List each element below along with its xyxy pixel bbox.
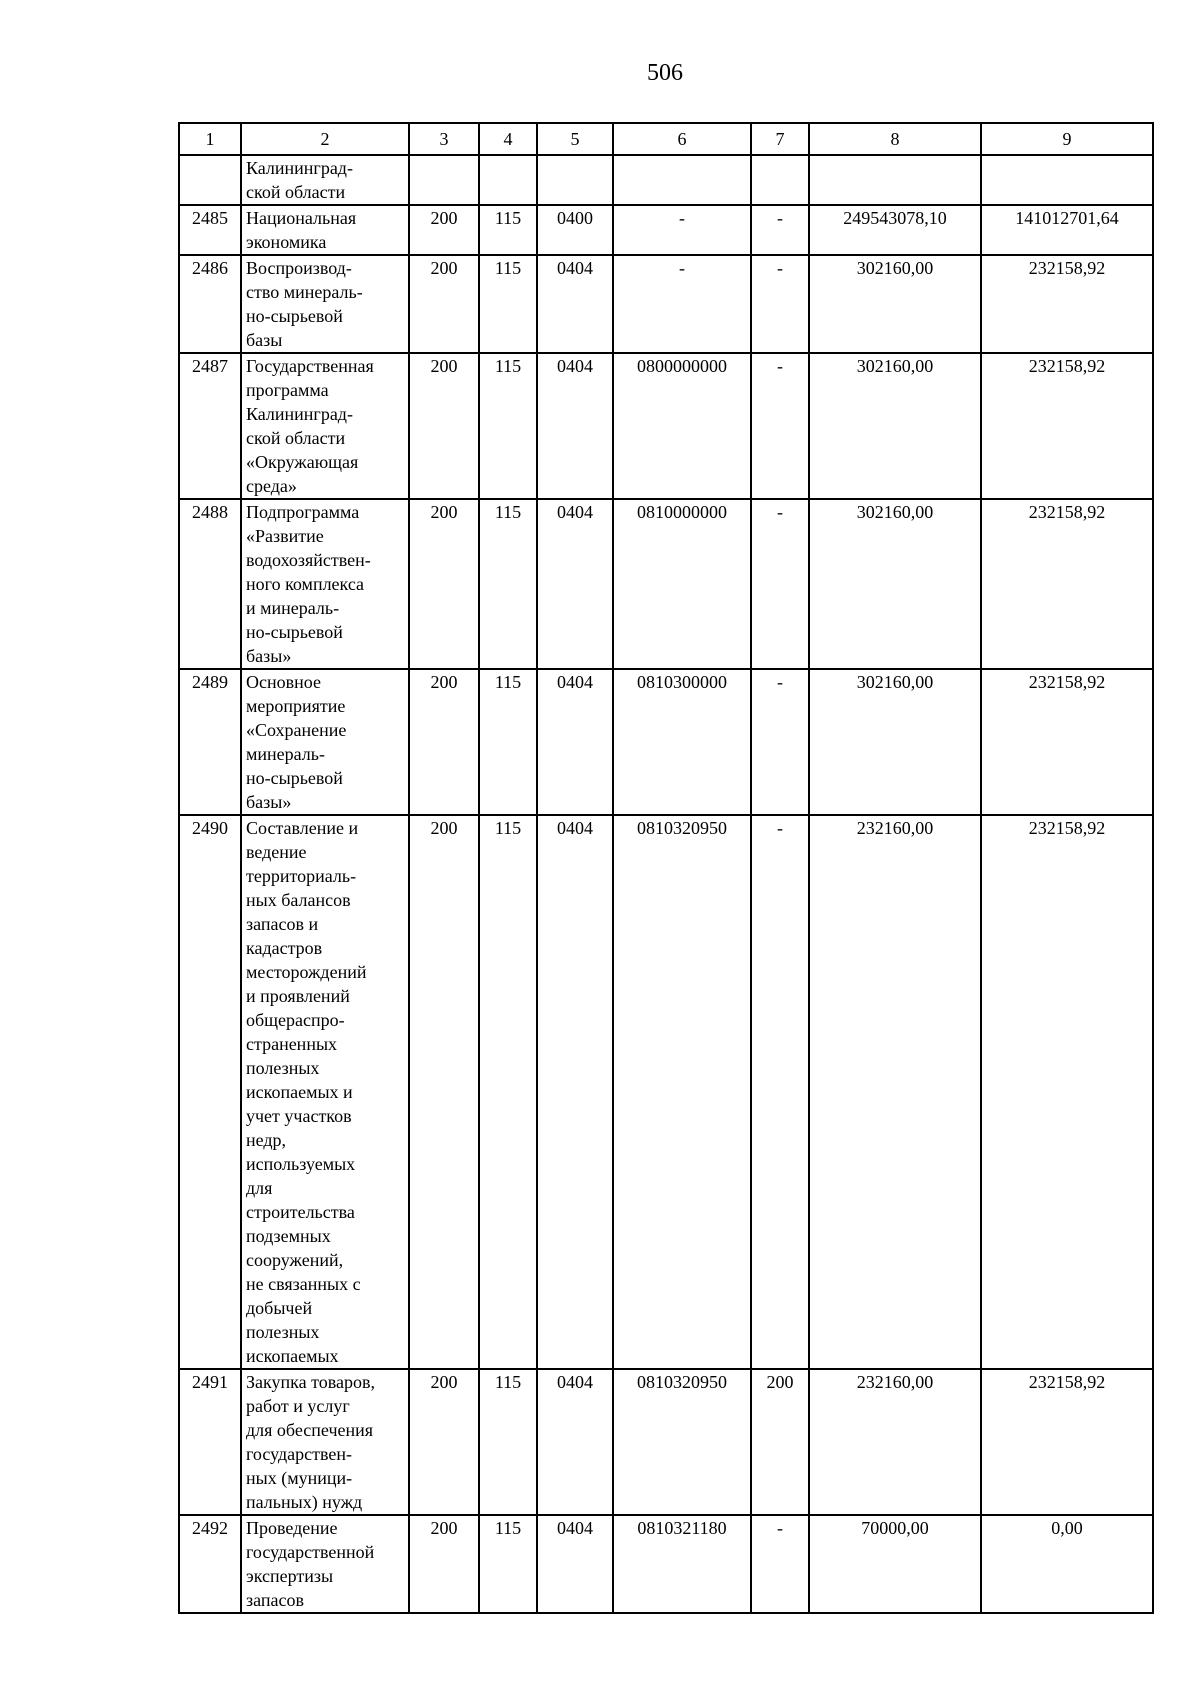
table-body: [179, 155, 1153, 1613]
col8-amount: [809, 155, 981, 205]
row-number: 2489: [179, 669, 241, 815]
item-name: Национальная экономика: [241, 205, 409, 255]
col8-amount: 232160,00: [809, 1369, 981, 1515]
header-row: [179, 123, 1153, 155]
col7-value: -: [751, 1515, 809, 1613]
col9-amount: 0,00: [981, 1515, 1153, 1613]
item-name: Закупка товаров, работ и услуг для обеспечения государствен- ных (муници- пальных) нужд: [241, 1369, 409, 1515]
col5-value: 0404: [537, 353, 613, 499]
item-name: Воспроизвод- ство минераль- но-сырьевой базы: [241, 255, 409, 353]
item-name: Калининград- ской области: [241, 155, 409, 205]
col8-amount: 302160,00: [809, 669, 981, 815]
row-number: 2486: [179, 255, 241, 353]
column-header: 5: [537, 123, 613, 155]
col5-value: 0404: [537, 815, 613, 1369]
col3-value: 200: [409, 669, 479, 815]
col6-value: 0810300000: [613, 669, 751, 815]
table-row: [179, 205, 1153, 255]
col5-value: 0404: [537, 669, 613, 815]
row-number: 2492: [179, 1515, 241, 1613]
table-row: [179, 499, 1153, 669]
col4-value: 115: [479, 499, 537, 669]
col4-value: 115: [479, 353, 537, 499]
col4-value: [479, 155, 537, 205]
table-row: [179, 155, 1153, 205]
col6-value: [613, 155, 751, 205]
col8-amount: 302160,00: [809, 255, 981, 353]
col4-value: 115: [479, 205, 537, 255]
col7-value: -: [751, 815, 809, 1369]
col7-value: -: [751, 353, 809, 499]
col6-value: -: [613, 255, 751, 353]
col3-value: 200: [409, 499, 479, 669]
col7-value: -: [751, 499, 809, 669]
col8-amount: 302160,00: [809, 353, 981, 499]
col6-value: 0810320950: [613, 815, 751, 1369]
table-row: [179, 1369, 1153, 1515]
col9-amount: 141012701,64: [981, 205, 1153, 255]
item-name: Государственная программа Калининград- ской области «Окружающая среда»: [241, 353, 409, 499]
row-number: [179, 155, 241, 205]
col3-value: 200: [409, 353, 479, 499]
col8-amount: 70000,00: [809, 1515, 981, 1613]
col9-amount: 232158,92: [981, 499, 1153, 669]
col4-value: 115: [479, 1369, 537, 1515]
col5-value: 0404: [537, 255, 613, 353]
col3-value: 200: [409, 815, 479, 1369]
col9-amount: 232158,92: [981, 353, 1153, 499]
table-row: [179, 255, 1153, 353]
col7-value: -: [751, 255, 809, 353]
col7-value: 200: [751, 1369, 809, 1515]
col9-amount: 232158,92: [981, 815, 1153, 1369]
col9-amount: 232158,92: [981, 1369, 1153, 1515]
col8-amount: 302160,00: [809, 499, 981, 669]
column-header: 1: [179, 123, 241, 155]
item-name: Проведение государственной экспертизы запасов: [241, 1515, 409, 1613]
column-header: 9: [981, 123, 1153, 155]
column-header: 2: [241, 123, 409, 155]
col6-value: 0810320950: [613, 1369, 751, 1515]
table-row: [179, 1515, 1153, 1613]
item-name: Составление и ведение территориаль- ных балансов запасов и кадастров месторождений и проявлений общераспро- страненных полезных ископаемых и учет участков недр, используемых для строительства подземных сооружений, не связанных с добычей полезных ископаемых: [241, 815, 409, 1369]
column-header: 6: [613, 123, 751, 155]
col9-amount: 232158,92: [981, 255, 1153, 353]
col5-value: 0404: [537, 499, 613, 669]
col3-value: [409, 155, 479, 205]
col8-amount: 232160,00: [809, 815, 981, 1369]
table-row: [179, 353, 1153, 499]
col6-value: -: [613, 205, 751, 255]
row-number: 2485: [179, 205, 241, 255]
col3-value: 200: [409, 1369, 479, 1515]
col3-value: 200: [409, 255, 479, 353]
budget-table: [178, 122, 1154, 1614]
row-number: 2491: [179, 1369, 241, 1515]
col9-amount: [981, 155, 1153, 205]
column-header: 7: [751, 123, 809, 155]
col4-value: 115: [479, 815, 537, 1369]
item-name: Подпрограмма «Развитие водохозяйствен- ного комплекса и минераль- но-сырьевой базы»: [241, 499, 409, 669]
col9-amount: 232158,92: [981, 669, 1153, 815]
col3-value: 200: [409, 1515, 479, 1613]
column-header: 3: [409, 123, 479, 155]
col6-value: 0800000000: [613, 353, 751, 499]
col5-value: [537, 155, 613, 205]
row-number: 2490: [179, 815, 241, 1369]
col7-value: -: [751, 669, 809, 815]
col3-value: 200: [409, 205, 479, 255]
col8-amount: 249543078,10: [809, 205, 981, 255]
column-header: 4: [479, 123, 537, 155]
item-name: Основное мероприятие «Сохранение минераль- но-сырьевой базы»: [241, 669, 409, 815]
table-row: [179, 815, 1153, 1369]
column-header: 8: [809, 123, 981, 155]
row-number: 2488: [179, 499, 241, 669]
col4-value: 115: [479, 255, 537, 353]
col7-value: -: [751, 205, 809, 255]
col5-value: 0404: [537, 1369, 613, 1515]
col5-value: 0404: [537, 1515, 613, 1613]
col4-value: 115: [479, 1515, 537, 1613]
page-number: 506: [647, 60, 683, 86]
row-number: 2487: [179, 353, 241, 499]
col6-value: 0810000000: [613, 499, 751, 669]
col4-value: 115: [479, 669, 537, 815]
col5-value: 0400: [537, 205, 613, 255]
table-row: [179, 669, 1153, 815]
col7-value: [751, 155, 809, 205]
col6-value: 0810321180: [613, 1515, 751, 1613]
